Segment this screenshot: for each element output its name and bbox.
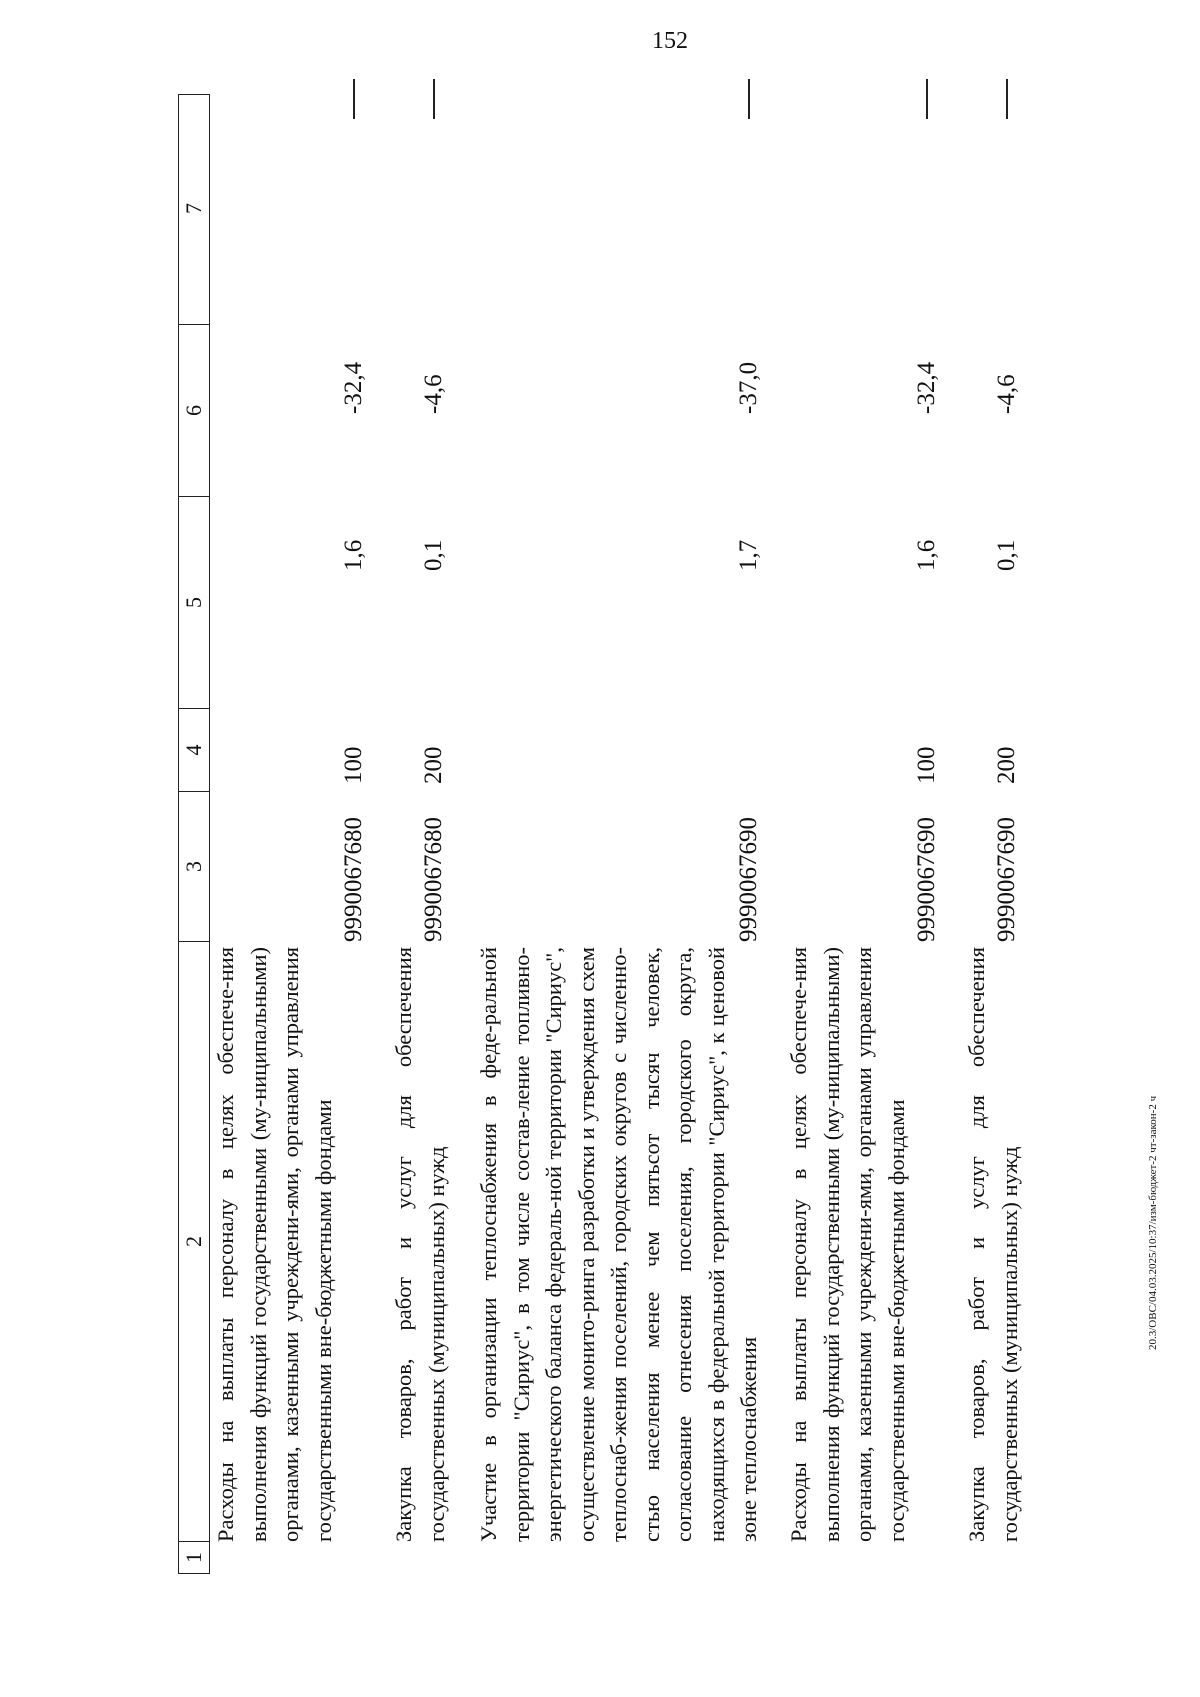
row-code: 9990067690	[913, 817, 940, 942]
table-header	[178, 94, 210, 1574]
row-col5: 1,6	[913, 539, 940, 571]
rotated-table	[178, 94, 1138, 1574]
header-col-3: 3	[179, 791, 209, 941]
header-col-7: 7	[181, 203, 206, 214]
row-code: 9990067690	[735, 817, 762, 942]
header-col-6: 6	[179, 324, 209, 496]
row-description: Участие в организации теплоснабжения в феде-ральной территории "Сириус", в том числе состав-ление топливно-энергетического баланса федераль-ной территории "Сириус", осуществление монито-ринга разработки и утверждения схем теплоснаб-жения поселений, городских округов с численно-стью населения менее чем пятьсот тысяч человек, согласование отнесения поселения, городского округа, находящихся в федеральной территории "Сириус", к ценовой зоне теплоснабжения	[476, 947, 761, 1542]
row-col5: 1,7	[735, 539, 762, 571]
row-col7-dash	[926, 79, 928, 119]
row-description: Закупка товаров, работ и услуг для обеспечения государственных (муниципальных) нужд	[391, 947, 449, 1542]
row-col5: 1,6	[340, 539, 367, 571]
row-col6: -32,4	[340, 361, 367, 414]
row-col6: -32,4	[913, 361, 940, 414]
row-col7-dash	[433, 79, 435, 119]
row-col6: -4,6	[420, 374, 447, 414]
row-description: Расходы на выплаты персоналу в целях обеспече-ния выполнения функций государственными (му-ниципальными) органами, казенными учреждени-ями, органами управления государственными вне-бюджетными фондами	[213, 947, 336, 1542]
header-col-4: 4	[179, 708, 209, 791]
row-type: 100	[913, 746, 940, 784]
row-col7-dash	[748, 79, 750, 119]
row-type: 200	[993, 746, 1020, 784]
row-code: 9990067690	[993, 817, 1020, 942]
row-col6: -4,6	[993, 374, 1020, 414]
header-col-2: 2	[179, 941, 209, 1541]
row-col6: -37,0	[735, 361, 762, 414]
page-number: 152	[652, 28, 688, 54]
row-description: Расходы на выплаты персоналу в целях обеспече-ния выполнения функций государственными (му-ниципальными) органами, казенными учреждени-ями, органами управления государственными вне-бюджетными фондами	[786, 947, 909, 1542]
header-col-1: 1	[179, 1541, 209, 1573]
row-type: 200	[420, 746, 447, 784]
row-col7-dash	[1006, 79, 1008, 119]
row-type: 100	[340, 746, 367, 784]
footer-stamp: 20.3/ОВС/04.03.2025/10:37/изм-бюджет-2 чт-закон-2 ч	[1147, 1095, 1159, 1350]
row-code: 9990067680	[420, 817, 447, 942]
row-description: Закупка товаров, работ и услуг для обеспечения государственных (муниципальных) нужд	[964, 947, 1022, 1542]
row-col5: 0,1	[993, 539, 1020, 571]
row-col5: 0,1	[420, 539, 447, 571]
header-col-5: 5	[179, 496, 209, 708]
row-col7-dash	[353, 79, 355, 119]
row-code: 9990067680	[340, 817, 367, 942]
